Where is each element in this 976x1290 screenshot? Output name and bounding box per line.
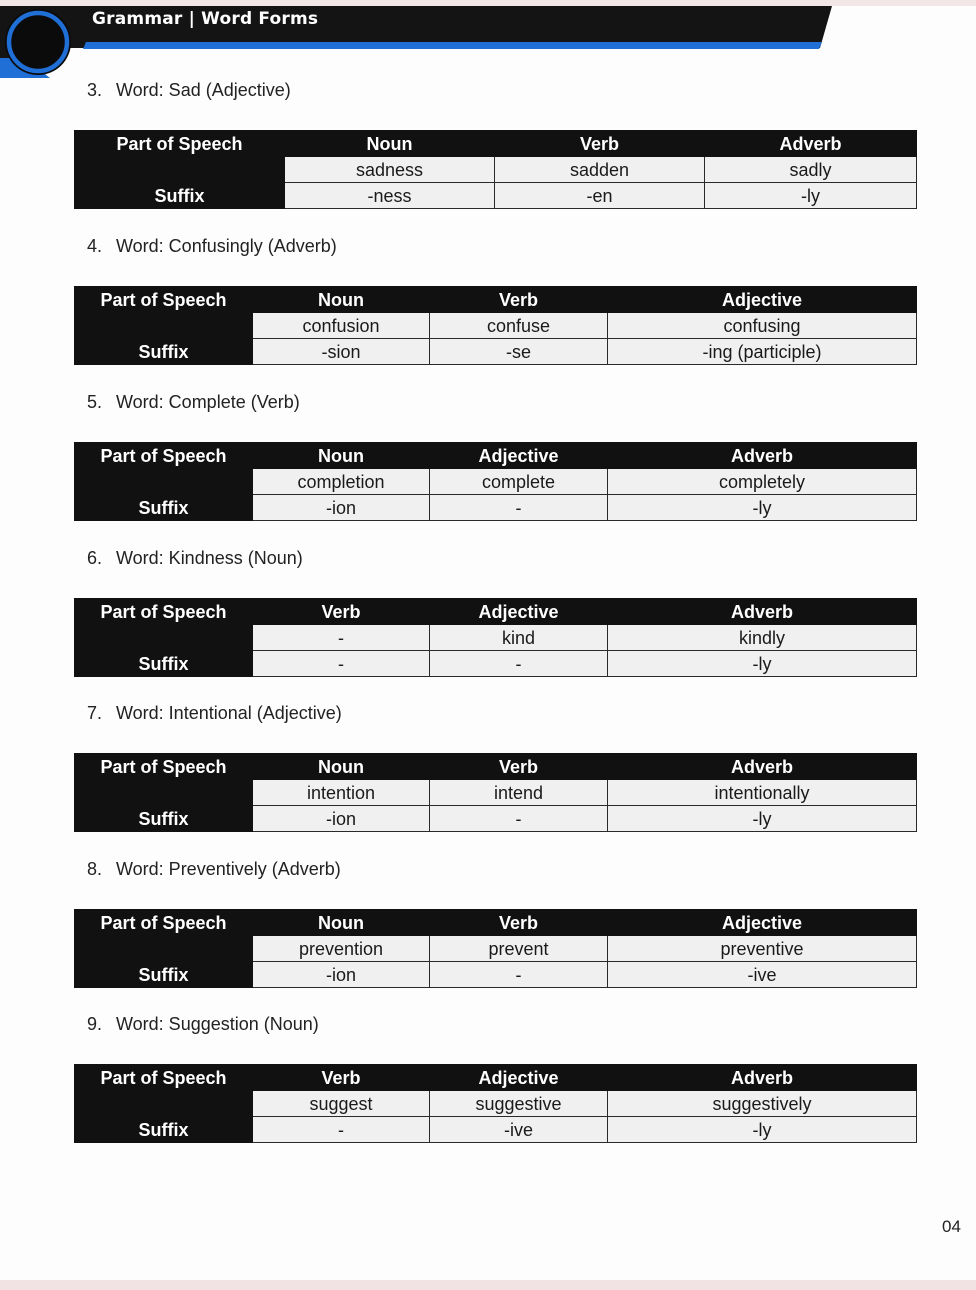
forms-row: [75, 625, 917, 651]
header-cell: Part of Speech: [75, 910, 253, 936]
header-cell: Adjective: [430, 443, 608, 469]
header-cell: Part of Speech: [75, 599, 253, 625]
form-cell: suggestive: [430, 1091, 608, 1117]
suffix-row: [75, 495, 917, 521]
section-label: Word: Preventively (Adverb): [116, 859, 341, 879]
header-cell: Adverb: [608, 1065, 917, 1091]
table-header-row: [75, 1065, 917, 1091]
suffix-row: [75, 1117, 917, 1143]
suffix-row: [75, 806, 917, 832]
row-label-empty: [75, 469, 253, 495]
table-header-row: [75, 131, 917, 157]
page-header: [0, 0, 976, 85]
row-label-empty: [75, 780, 253, 806]
header-cell: Adjective: [430, 599, 608, 625]
suffix-cell: -ive: [430, 1117, 608, 1143]
suffix-cell: -: [430, 962, 608, 988]
word-forms-table: [74, 598, 917, 677]
suffix-label: Suffix: [75, 962, 253, 988]
header-cell: Verb: [253, 1065, 430, 1091]
form-cell: preventive: [608, 936, 917, 962]
header-cell: Adverb: [608, 599, 917, 625]
form-cell: completion: [253, 469, 430, 495]
forms-row: [75, 469, 917, 495]
suffix-cell: -ness: [285, 183, 495, 209]
suffix-label: Suffix: [75, 651, 253, 677]
suffix-cell: -se: [430, 339, 608, 365]
suffix-cell: -ly: [608, 806, 917, 832]
suffix-cell: -ion: [253, 495, 430, 521]
section-heading: [87, 392, 300, 413]
page-number: 04: [942, 1217, 961, 1236]
table-header-row: [75, 287, 917, 313]
form-cell: -: [253, 625, 430, 651]
suffix-cell: -ing (participle): [608, 339, 917, 365]
suffix-cell: -: [253, 651, 430, 677]
suffix-row: [75, 183, 917, 209]
form-cell: complete: [430, 469, 608, 495]
suffix-label: Suffix: [75, 806, 253, 832]
header-cell: Noun: [253, 287, 430, 313]
suffix-cell: -ly: [608, 1117, 917, 1143]
section-label: Word: Suggestion (Noun): [116, 1014, 319, 1034]
header-cell: Part of Speech: [75, 754, 253, 780]
header-cell: Part of Speech: [75, 131, 285, 157]
section-label: Word: Sad (Adjective): [116, 80, 291, 100]
form-cell: suggestively: [608, 1091, 917, 1117]
word-forms-table: [74, 753, 917, 832]
section-label: Word: Confusingly (Adverb): [116, 236, 337, 256]
suffix-label: Suffix: [75, 183, 285, 209]
forms-row: [75, 936, 917, 962]
section-number: 8.: [87, 859, 103, 879]
header-cell: Verb: [430, 287, 608, 313]
word-forms-table: [74, 286, 917, 365]
section-number: 3.: [87, 80, 103, 100]
section-heading: [87, 703, 342, 724]
form-cell: intend: [430, 780, 608, 806]
form-cell: intentionally: [608, 780, 917, 806]
suffix-cell: -ion: [253, 962, 430, 988]
suffix-cell: -: [430, 806, 608, 832]
section-heading: [87, 548, 303, 569]
header-cell: Noun: [253, 443, 430, 469]
section-heading: [87, 236, 337, 257]
form-cell: suggest: [253, 1091, 430, 1117]
suffix-cell: -ly: [705, 183, 917, 209]
header-cell: Verb: [253, 599, 430, 625]
section-number: 5.: [87, 392, 103, 412]
suffix-row: [75, 339, 917, 365]
section-heading: [87, 859, 341, 880]
form-cell: sadness: [285, 157, 495, 183]
suffix-row: [75, 651, 917, 677]
header-cell: Verb: [495, 131, 705, 157]
suffix-row: [75, 962, 917, 988]
form-cell: prevent: [430, 936, 608, 962]
table-header-row: [75, 599, 917, 625]
header-cell: Adjective: [608, 287, 917, 313]
forms-row: [75, 313, 917, 339]
suffix-cell: -en: [495, 183, 705, 209]
form-cell: completely: [608, 469, 917, 495]
section-label: Word: Complete (Verb): [116, 392, 300, 412]
table-header-row: [75, 910, 917, 936]
header-cell: Adjective: [430, 1065, 608, 1091]
section-number: 9.: [87, 1014, 103, 1034]
row-label-empty: [75, 625, 253, 651]
header-title: Grammar | Word Forms: [92, 9, 319, 29]
table-header-row: [75, 754, 917, 780]
form-cell: intention: [253, 780, 430, 806]
forms-row: [75, 780, 917, 806]
form-cell: kind: [430, 625, 608, 651]
form-cell: sadden: [495, 157, 705, 183]
row-label-empty: [75, 936, 253, 962]
suffix-cell: -ly: [608, 495, 917, 521]
header-cell: Part of Speech: [75, 287, 253, 313]
forms-row: [75, 1091, 917, 1117]
section-heading: [87, 80, 291, 101]
suffix-cell: -: [253, 1117, 430, 1143]
form-cell: sadly: [705, 157, 917, 183]
header-cell: Adverb: [608, 443, 917, 469]
section-label: Word: Intentional (Adjective): [116, 703, 342, 723]
suffix-cell: -sion: [253, 339, 430, 365]
header-cell: Verb: [430, 910, 608, 936]
header-cell: Adjective: [608, 910, 917, 936]
table-header-row: [75, 443, 917, 469]
section-number: 7.: [87, 703, 103, 723]
row-label-empty: [75, 1091, 253, 1117]
word-forms-table: [74, 1064, 917, 1143]
header-cell: Verb: [430, 754, 608, 780]
header-cell: Adverb: [608, 754, 917, 780]
form-cell: confusing: [608, 313, 917, 339]
suffix-cell: -ion: [253, 806, 430, 832]
section-label: Word: Kindness (Noun): [116, 548, 303, 568]
row-label-empty: [75, 157, 285, 183]
section-number: 6.: [87, 548, 103, 568]
suffix-cell: -ly: [608, 651, 917, 677]
word-forms-table: [74, 442, 917, 521]
section-heading: [87, 1014, 319, 1035]
word-forms-table: [74, 130, 917, 209]
form-cell: confusion: [253, 313, 430, 339]
page-edge: [0, 1280, 976, 1290]
form-cell: prevention: [253, 936, 430, 962]
suffix-cell: -: [430, 651, 608, 677]
row-label-empty: [75, 313, 253, 339]
header-cell: Noun: [285, 131, 495, 157]
suffix-label: Suffix: [75, 495, 253, 521]
form-cell: confuse: [430, 313, 608, 339]
form-cell: kindly: [608, 625, 917, 651]
suffix-label: Suffix: [75, 1117, 253, 1143]
header-cell: Noun: [253, 754, 430, 780]
header-cell: Part of Speech: [75, 443, 253, 469]
suffix-label: Suffix: [75, 339, 253, 365]
header-cell: Part of Speech: [75, 1065, 253, 1091]
section-number: 4.: [87, 236, 103, 256]
word-forms-table: [74, 909, 917, 988]
suffix-cell: -: [430, 495, 608, 521]
header-cell: Noun: [253, 910, 430, 936]
forms-row: [75, 157, 917, 183]
header-cell: Adverb: [705, 131, 917, 157]
suffix-cell: -ive: [608, 962, 917, 988]
